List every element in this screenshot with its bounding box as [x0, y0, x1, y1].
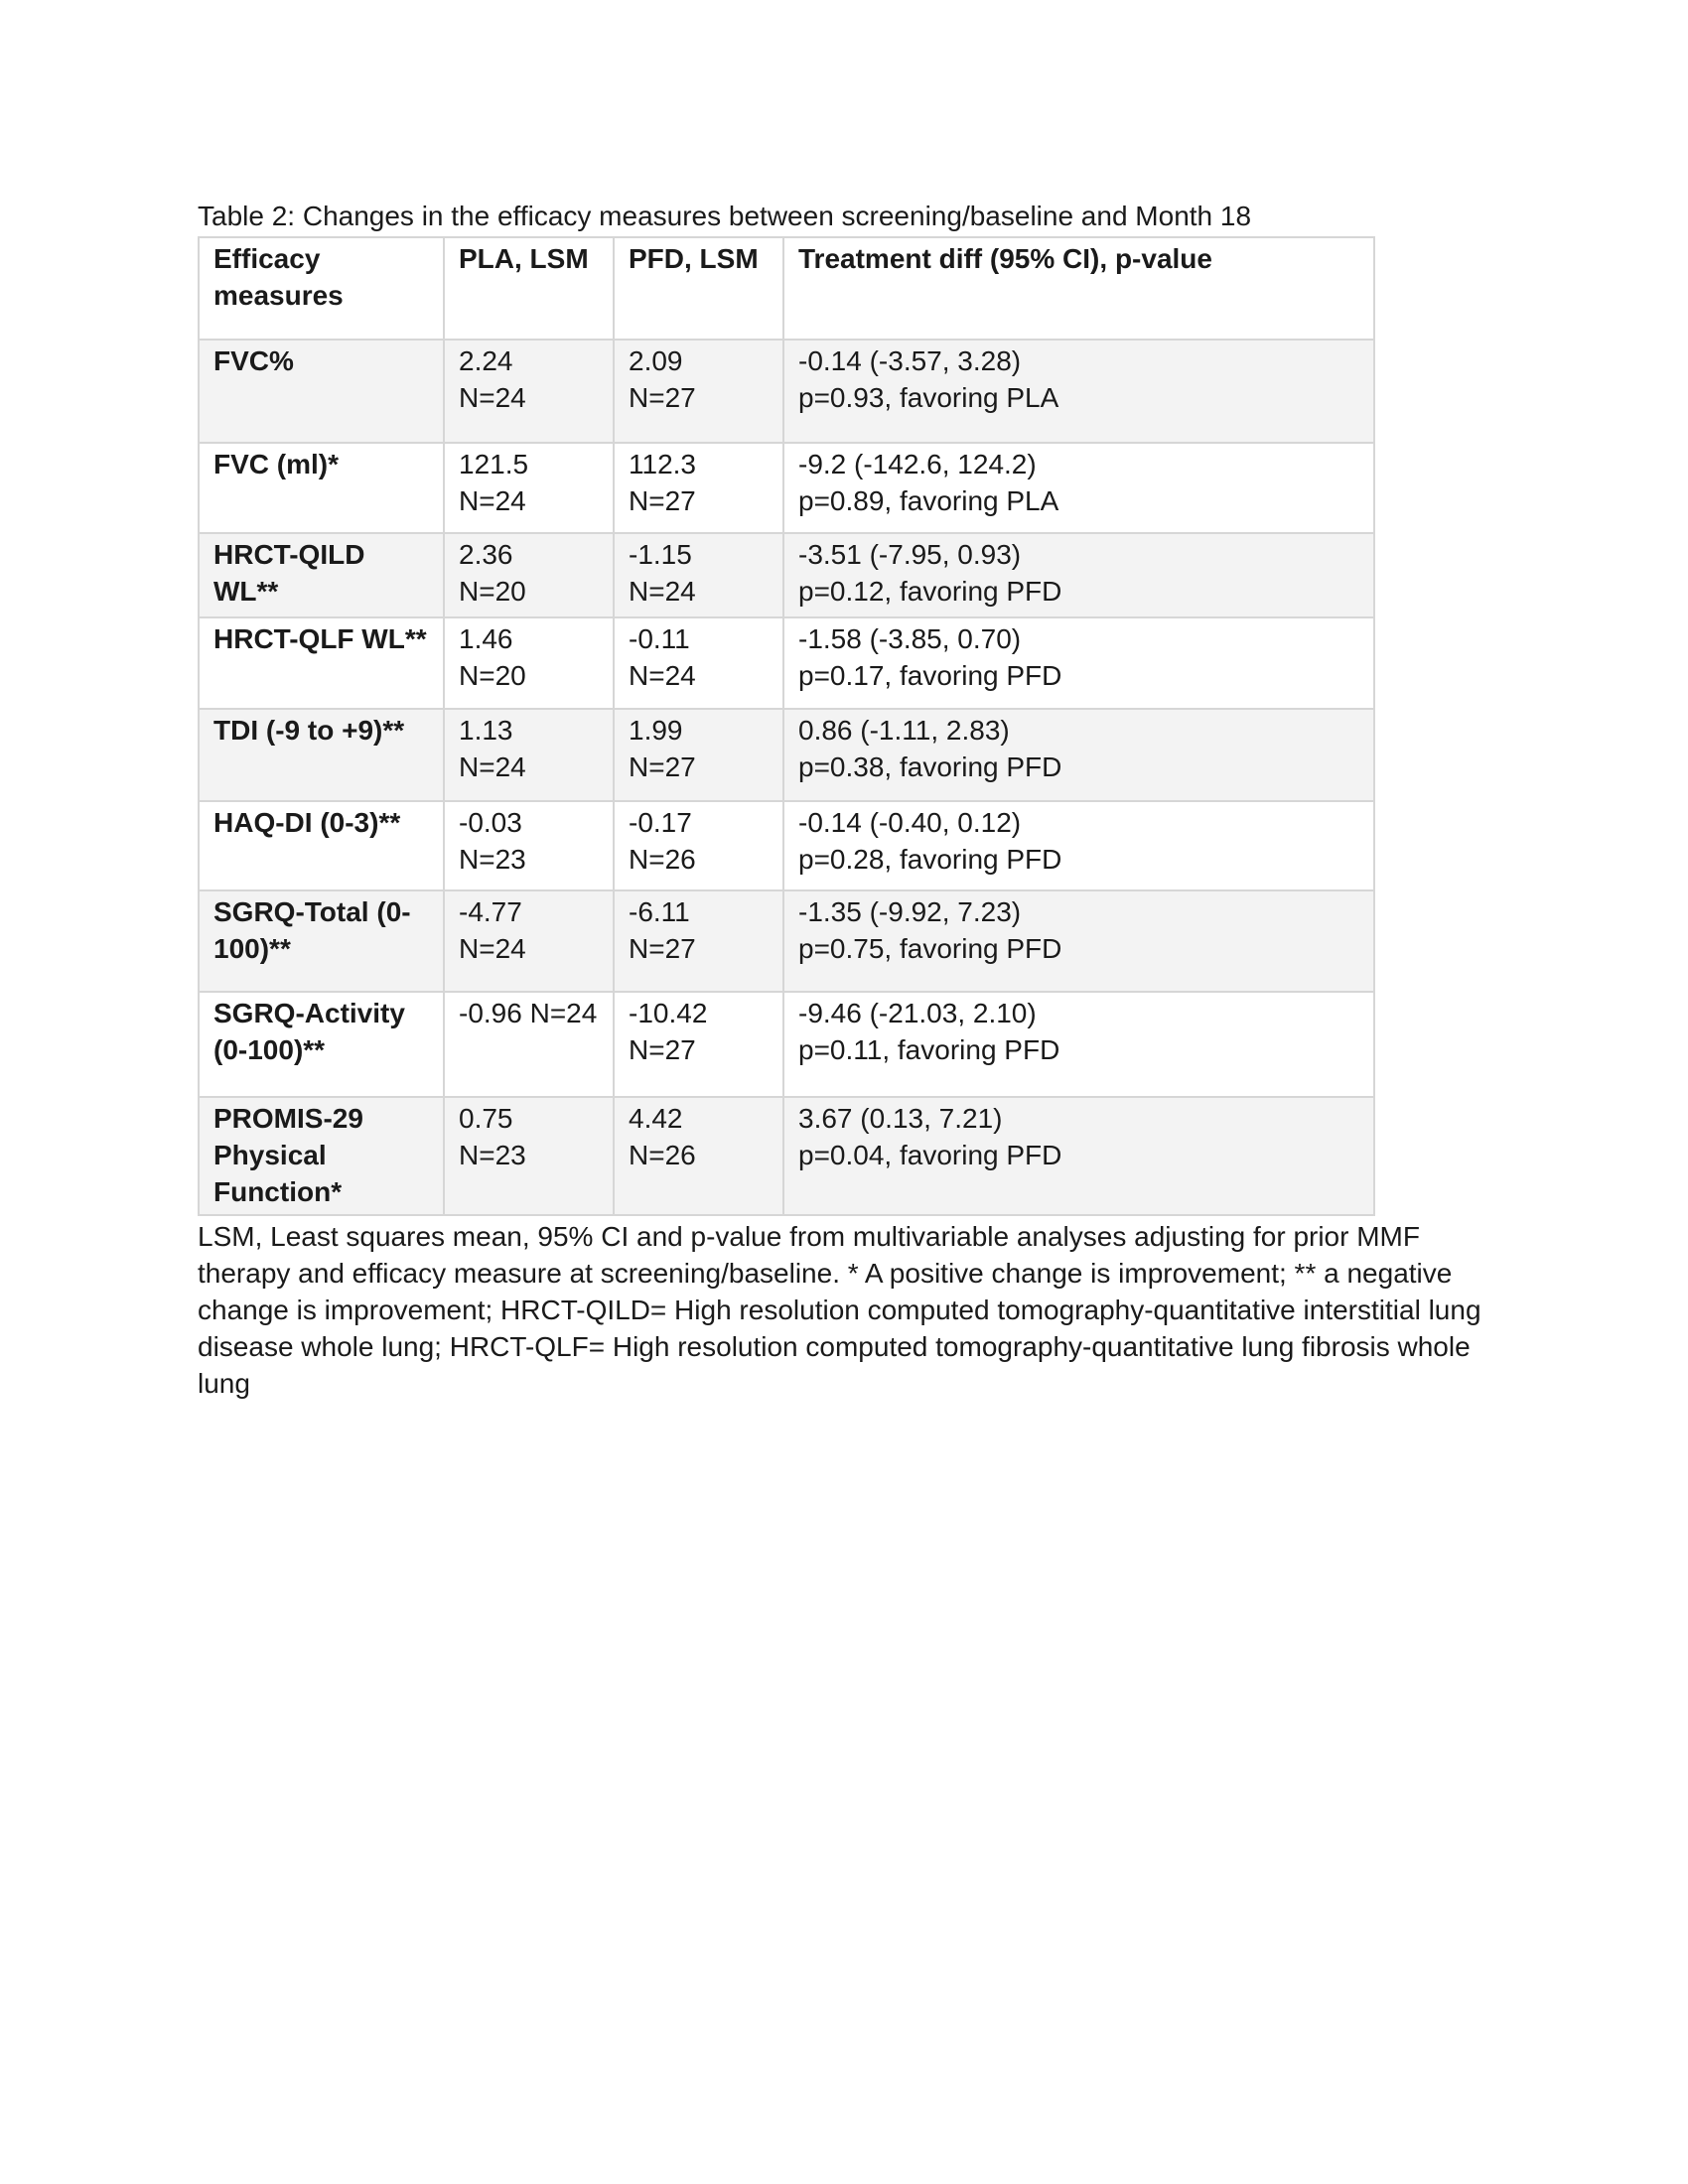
cell-measure: HAQ-DI (0-3)** — [199, 801, 444, 890]
cell-treatment-diff-line: p=0.38, favoring PFD — [798, 751, 1062, 782]
cell-treatment-diff — [783, 709, 1374, 801]
cell-measure: FVC% — [199, 340, 444, 443]
cell-measure: SGRQ-Total (0-100)** — [199, 890, 444, 992]
cell-pla-lsm-line: -0.96 N=24 — [459, 998, 598, 1028]
cell-treatment-diff — [783, 801, 1374, 890]
cell-treatment-diff-line: p=0.93, favoring PLA — [798, 382, 1059, 413]
header-pla-lsm: PLA, LSM — [444, 237, 614, 340]
cell-pla-lsm-line: -4.77 — [459, 896, 522, 927]
cell-pfd-lsm-line: 112.3 — [629, 449, 696, 479]
cell-treatment-diff-line: p=0.11, favoring PFD — [798, 1034, 1060, 1065]
cell-pla-lsm-line: N=24 — [459, 382, 526, 413]
cell-pla-lsm — [444, 992, 614, 1097]
cell-treatment-diff-line: p=0.28, favoring PFD — [798, 844, 1062, 875]
cell-treatment-diff-line: p=0.12, favoring PFD — [798, 576, 1062, 607]
cell-pfd-lsm — [614, 801, 783, 890]
cell-treatment-diff-line: -0.14 (-3.57, 3.28) — [798, 345, 1022, 376]
cell-measure: TDI (-9 to +9)** — [199, 709, 444, 801]
table-header-row — [199, 237, 1374, 340]
table-footnote: LSM, Least squares mean, 95% CI and p-value from multivariable analyses adjusting for prior MMF therapy and efficacy measure at screening/baseline. * A positive change is improvement; ** a negative change is improvement; HRCT-QILD= High resolution computed tomography-quantitative interstitial lung disease whole lung; HRCT-QLF= High resolution computed tomography-quantitative lung fibrosis whole lung — [198, 1221, 1481, 1399]
cell-pla-lsm-line: N=24 — [459, 485, 526, 516]
cell-treatment-diff — [783, 443, 1374, 533]
cell-pla-lsm-line: 1.13 — [459, 715, 513, 746]
cell-pfd-lsm-line: 1.99 — [629, 715, 683, 746]
cell-pla-lsm — [444, 443, 614, 533]
table-row — [199, 992, 1374, 1097]
header-efficacy-measures: Efficacy measures — [199, 237, 444, 340]
cell-pla-lsm-line: N=24 — [459, 933, 526, 964]
cell-pla-lsm-line: 1.46 — [459, 623, 513, 654]
table-row — [199, 617, 1374, 709]
cell-pfd-lsm — [614, 890, 783, 992]
cell-pfd-lsm — [614, 340, 783, 443]
cell-measure: FVC (ml)* — [199, 443, 444, 533]
cell-pfd-lsm-line: -6.11 — [629, 896, 690, 927]
cell-treatment-diff — [783, 992, 1374, 1097]
cell-pla-lsm-line: N=23 — [459, 844, 526, 875]
cell-treatment-diff — [783, 617, 1374, 709]
cell-pfd-lsm-line: -10.42 — [629, 998, 708, 1028]
cell-pla-lsm — [444, 890, 614, 992]
cell-pla-lsm-line: N=20 — [459, 576, 526, 607]
cell-pfd-lsm — [614, 709, 783, 801]
cell-treatment-diff — [783, 1097, 1374, 1215]
cell-treatment-diff-line: -0.14 (-0.40, 0.12) — [798, 807, 1022, 838]
cell-treatment-diff-line: -3.51 (-7.95, 0.93) — [798, 539, 1022, 570]
table-row — [199, 890, 1374, 992]
table-row — [199, 1097, 1374, 1215]
cell-pla-lsm — [444, 1097, 614, 1215]
table-row — [199, 340, 1374, 443]
cell-pfd-lsm-line: N=27 — [629, 751, 696, 782]
cell-pla-lsm-line: 0.75 — [459, 1103, 513, 1134]
cell-pfd-lsm-line: N=27 — [629, 933, 696, 964]
cell-pla-lsm-line: 121.5 — [459, 449, 529, 479]
cell-pla-lsm-line: -0.03 — [459, 807, 522, 838]
cell-treatment-diff-line: 0.86 (-1.11, 2.83) — [798, 715, 1010, 746]
cell-pfd-lsm — [614, 1097, 783, 1215]
cell-treatment-diff-line: -9.46 (-21.03, 2.10) — [798, 998, 1037, 1028]
cell-pfd-lsm — [614, 443, 783, 533]
cell-pla-lsm-line: N=23 — [459, 1140, 526, 1170]
cell-pfd-lsm-line: -0.11 — [629, 623, 690, 654]
header-pfd-lsm: PFD, LSM — [614, 237, 783, 340]
cell-pfd-lsm — [614, 533, 783, 617]
cell-treatment-diff-line: p=0.17, favoring PFD — [798, 660, 1062, 691]
cell-pfd-lsm — [614, 992, 783, 1097]
cell-treatment-diff-line: -1.35 (-9.92, 7.23) — [798, 896, 1022, 927]
cell-pla-lsm — [444, 709, 614, 801]
cell-pla-lsm-line: N=24 — [459, 751, 526, 782]
cell-pla-lsm — [444, 340, 614, 443]
cell-pfd-lsm-line: N=27 — [629, 485, 696, 516]
cell-measure: SGRQ-Activity (0-100)** — [199, 992, 444, 1097]
cell-measure: HRCT-QLF WL** — [199, 617, 444, 709]
cell-pfd-lsm-line: N=24 — [629, 660, 696, 691]
table-row — [199, 443, 1374, 533]
cell-treatment-diff-line: p=0.04, favoring PFD — [798, 1140, 1062, 1170]
cell-treatment-diff — [783, 533, 1374, 617]
cell-pfd-lsm-line: N=26 — [629, 1140, 696, 1170]
cell-pla-lsm-line: N=20 — [459, 660, 526, 691]
cell-measure: HRCT-QILD WL** — [199, 533, 444, 617]
table-row — [199, 801, 1374, 890]
table-body — [199, 340, 1374, 1215]
cell-pfd-lsm-line: 2.09 — [629, 345, 683, 376]
table-caption: Table 2: Changes in the efficacy measures between screening/baseline and Month 18 — [198, 201, 1252, 231]
cell-pfd-lsm-line: N=24 — [629, 576, 696, 607]
cell-treatment-diff — [783, 340, 1374, 443]
cell-pla-lsm — [444, 617, 614, 709]
cell-pfd-lsm-line: -1.15 — [629, 539, 692, 570]
cell-pla-lsm — [444, 801, 614, 890]
cell-treatment-diff — [783, 890, 1374, 992]
cell-pfd-lsm — [614, 617, 783, 709]
cell-treatment-diff-line: -9.2 (-142.6, 124.2) — [798, 449, 1037, 479]
cell-pfd-lsm-line: N=26 — [629, 844, 696, 875]
cell-pfd-lsm-line: N=27 — [629, 1034, 696, 1065]
cell-pfd-lsm-line: -0.17 — [629, 807, 692, 838]
cell-pla-lsm-line: 2.36 — [459, 539, 513, 570]
cell-treatment-diff-line: 3.67 (0.13, 7.21) — [798, 1103, 1003, 1134]
cell-pla-lsm-line: 2.24 — [459, 345, 513, 376]
cell-treatment-diff-line: p=0.89, favoring PLA — [798, 485, 1059, 516]
cell-pla-lsm — [444, 533, 614, 617]
table-row — [199, 709, 1374, 801]
cell-treatment-diff-line: -1.58 (-3.85, 0.70) — [798, 623, 1022, 654]
cell-measure: PROMIS-29 Physical Function* — [199, 1097, 444, 1215]
table-row — [199, 533, 1374, 617]
document-body — [198, 197, 1488, 1402]
header-treatment-diff: Treatment diff (95% CI), p-value — [783, 237, 1374, 340]
efficacy-table — [198, 236, 1375, 1216]
cell-treatment-diff-line: p=0.75, favoring PFD — [798, 933, 1062, 964]
cell-pfd-lsm-line: N=27 — [629, 382, 696, 413]
cell-pfd-lsm-line: 4.42 — [629, 1103, 683, 1134]
